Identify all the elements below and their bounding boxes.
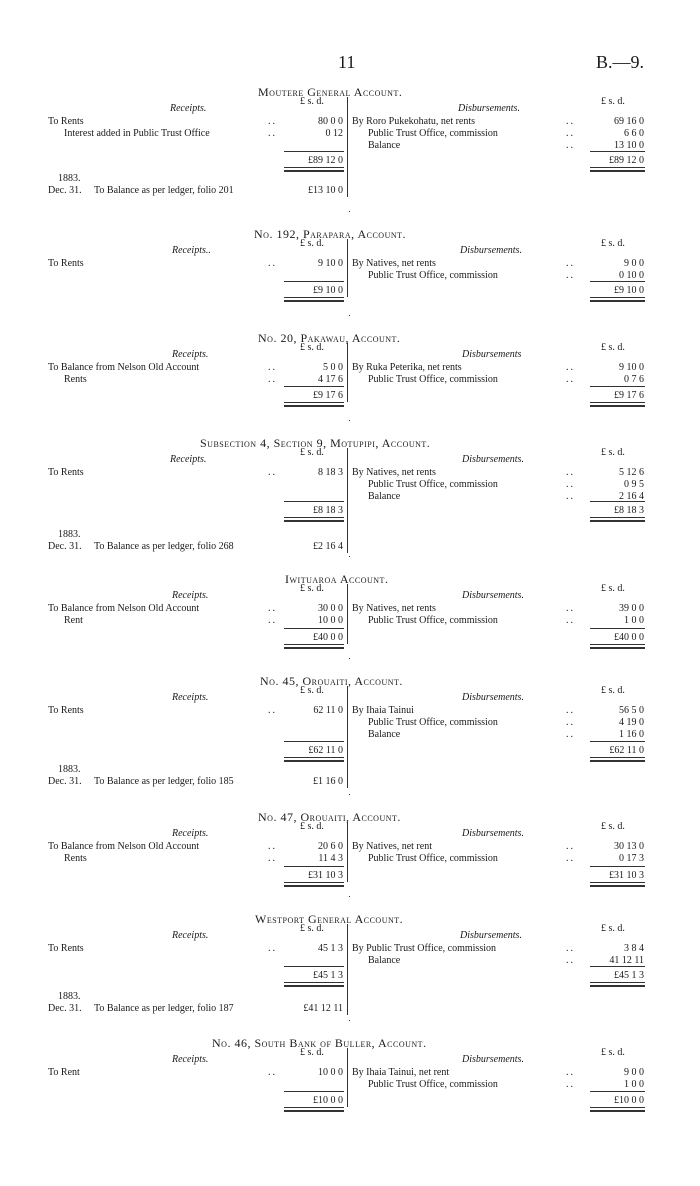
receipts-heading: Receipts. [172, 930, 209, 941]
receipt-row-leader: .. [268, 615, 277, 626]
total-double-rule-right [590, 297, 645, 302]
disbursement-row-amount: 1 0 0 [624, 1079, 644, 1090]
section-spacer [349, 211, 350, 212]
total-rule-left [284, 628, 344, 629]
disbursement-row-amount: 30 13 0 [614, 841, 644, 852]
disbursement-row-label: By Natives, net rents [352, 603, 436, 614]
receipt-row-leader: .. [268, 258, 277, 269]
disbursement-row-label: Balance [368, 729, 401, 740]
total-left: £62 11 0 [308, 745, 343, 756]
disbursement-row-label: Public Trust Office, commission [368, 128, 498, 139]
disbursement-row-label: Public Trust Office, commission [368, 853, 498, 864]
receipt-row-label: Rent [64, 615, 83, 626]
total-right: £62 11 0 [609, 745, 644, 756]
receipt-row-amount: 9 10 0 [318, 258, 343, 269]
total-left: £9 10 0 [313, 285, 343, 296]
total-double-rule-left [284, 882, 344, 887]
disbursements-lsd-header: £ s. d. [601, 342, 625, 353]
receipts-heading: Receipts. [172, 349, 209, 360]
disbursements-lsd-header: £ s. d. [601, 583, 625, 594]
total-rule-right [590, 966, 645, 967]
column-divider [347, 448, 348, 553]
receipts-lsd-header: £ s. d. [300, 583, 324, 594]
disbursements-heading: Disbursements. [462, 590, 524, 601]
receipt-row-amount: 30 0 0 [318, 603, 343, 614]
receipts-lsd-header: £ s. d. [300, 821, 324, 832]
balance-date: Dec. 31. [48, 541, 82, 552]
total-rule-right [590, 281, 645, 282]
receipt-row-amount: 4 17 6 [318, 374, 343, 385]
total-rule-left [284, 281, 344, 282]
section-spacer [349, 794, 350, 795]
total-left: £89 12 0 [308, 155, 343, 166]
total-rule-right [590, 151, 645, 152]
balance-date: Dec. 31. [48, 1003, 82, 1014]
total-left: £10 0 0 [313, 1095, 343, 1106]
disbursement-row-leader: .. [566, 270, 575, 281]
balance-note-amount: £2 16 4 [313, 541, 343, 552]
receipt-row-label: Interest added in Public Trust Office [64, 128, 210, 139]
receipt-row-leader: .. [268, 1067, 277, 1078]
account-title: No. 20, Pakawau, Account. [258, 331, 401, 345]
receipt-row-label: To Rents [48, 705, 84, 716]
total-rule-left [284, 866, 344, 867]
account-title: No. 45, Orouaiti, Account. [260, 674, 403, 688]
disbursement-row-amount: 39 0 0 [619, 603, 644, 614]
total-rule-right [590, 501, 645, 502]
total-double-rule-left [284, 1107, 344, 1112]
total-double-rule-left [284, 517, 344, 522]
receipt-row-leader: .. [268, 362, 277, 373]
disbursement-row-leader: .. [566, 603, 575, 614]
disbursements-heading: Disbursements. [462, 454, 524, 465]
receipt-row-amount: 0 12 [325, 128, 343, 139]
account-title: Westport General Account. [255, 912, 404, 926]
receipts-heading: Receipts. [170, 454, 207, 465]
receipts-heading: Receipts. [170, 103, 207, 114]
disbursement-row-amount: 9 0 0 [624, 1067, 644, 1078]
report-code: B.—9. [596, 52, 645, 72]
receipts-heading: Receipts. [172, 828, 209, 839]
balance-note-amount: £41 12 11 [303, 1003, 343, 1014]
total-double-rule-right [590, 402, 645, 407]
section-spacer [349, 658, 350, 659]
disbursement-row-leader: .. [566, 853, 575, 864]
total-double-rule-right [590, 517, 645, 522]
disbursement-row-leader: .. [566, 467, 575, 478]
disbursements-heading: Disbursements. [460, 930, 522, 941]
total-double-rule-right [590, 982, 645, 987]
total-double-rule-left [284, 982, 344, 987]
disbursements-heading: Disbursements. [462, 828, 524, 839]
disbursement-row-amount: 0 17 3 [619, 853, 644, 864]
disbursement-row-label: By Ihaia Tainui [352, 705, 414, 716]
balance-note-label: To Balance as per ledger, folio 201 [94, 185, 234, 196]
section-spacer [349, 420, 350, 421]
column-divider [347, 924, 348, 1015]
disbursements-lsd-header: £ s. d. [601, 238, 625, 249]
total-double-rule-left [284, 167, 344, 172]
receipts-lsd-header: £ s. d. [300, 447, 324, 458]
disbursements-lsd-header: £ s. d. [601, 1047, 625, 1058]
total-rule-right [590, 628, 645, 629]
account-title: No. 47, Orouaiti, Account. [258, 810, 401, 824]
disbursement-row-leader: .. [566, 729, 575, 740]
disbursement-row-leader: .. [566, 1067, 575, 1078]
total-right: £40 0 0 [614, 632, 644, 643]
receipts-lsd-header: £ s. d. [300, 96, 324, 107]
total-right: £8 18 3 [614, 505, 644, 516]
disbursement-row-leader: .. [566, 140, 575, 151]
disbursement-row-leader: .. [566, 128, 575, 139]
column-divider [347, 239, 348, 297]
disbursement-row-amount: 13 10 0 [614, 140, 644, 151]
total-right: £45 1 3 [614, 970, 644, 981]
disbursements-heading: Disbursements. [462, 1054, 524, 1065]
disbursement-row-amount: 0 10 0 [619, 270, 644, 281]
section-spacer [349, 556, 350, 557]
disbursements-lsd-header: £ s. d. [601, 96, 625, 107]
disbursement-row-amount: 56 5 0 [619, 705, 644, 716]
disbursements-lsd-header: £ s. d. [601, 821, 625, 832]
disbursement-row-label: Public Trust Office, commission [368, 1079, 498, 1090]
receipt-row-amount: 62 11 0 [313, 705, 343, 716]
disbursement-row-amount: 2 16 4 [619, 491, 644, 502]
disbursement-row-amount: 3 8 4 [624, 943, 644, 954]
receipt-row-amount: 10 0 0 [318, 1067, 343, 1078]
total-rule-right [590, 741, 645, 742]
balance-note-label: To Balance as per ledger, folio 185 [94, 776, 234, 787]
balance-year: 1883. [58, 991, 81, 1002]
balance-year: 1883. [58, 173, 81, 184]
disbursement-row-amount: 1 0 0 [624, 615, 644, 626]
total-rule-left [284, 966, 344, 967]
disbursements-heading: Disbursements. [462, 692, 524, 703]
total-double-rule-left [284, 297, 344, 302]
disbursement-row-leader: .. [566, 116, 575, 127]
total-double-rule-left [284, 402, 344, 407]
receipts-heading: Receipts. [172, 590, 209, 601]
column-divider [347, 584, 348, 644]
receipt-row-leader: .. [268, 841, 277, 852]
disbursement-row-leader: .. [566, 258, 575, 269]
receipt-row-label: Rents [64, 374, 87, 385]
disbursement-row-label: Public Trust Office, commission [368, 374, 498, 385]
disbursement-row-label: By Roro Pukekohatu, net rents [352, 116, 476, 127]
total-double-rule-right [590, 167, 645, 172]
account-title: Iwituaroa Account. [285, 572, 389, 586]
receipt-row-amount: 10 0 0 [318, 615, 343, 626]
disbursements-lsd-header: £ s. d. [601, 923, 625, 934]
balance-year: 1883. [58, 529, 81, 540]
balance-note-label: To Balance as per ledger, folio 268 [94, 541, 234, 552]
disbursement-row-label: Balance [368, 491, 401, 502]
account-title: Moutere General Account. [258, 85, 403, 99]
receipt-row-label: To Rents [48, 116, 84, 127]
total-left: £45 1 3 [313, 970, 343, 981]
receipt-row-leader: .. [268, 128, 277, 139]
disbursement-row-label: Public Trust Office, commission [368, 479, 498, 490]
column-divider [347, 1048, 348, 1107]
disbursement-row-amount: 9 0 0 [624, 258, 644, 269]
receipts-heading: Receipts. [172, 692, 209, 703]
receipt-row-label: To Balance from Nelson Old Account [48, 603, 200, 614]
balance-year: 1883. [58, 764, 81, 775]
receipt-row-amount: 5 0 0 [323, 362, 343, 373]
receipt-row-label: To Rent [48, 1067, 80, 1078]
receipts-heading: Receipts. [172, 1054, 209, 1065]
receipt-row-leader: .. [268, 116, 277, 127]
disbursement-row-leader: .. [566, 955, 575, 966]
page-number: 11 [338, 52, 356, 72]
total-double-rule-right [590, 757, 645, 762]
disbursement-row-amount: 1 16 0 [619, 729, 644, 740]
receipt-row-amount: 20 6 0 [318, 841, 343, 852]
disbursement-row-label: By Ruka Peterika, net rents [352, 362, 462, 373]
account-title: Subsection 4, Section 9, Motupipi, Account. [200, 436, 431, 450]
total-left: £40 0 0 [313, 632, 343, 643]
receipt-row-amount: 11 4 3 [318, 853, 343, 864]
disbursement-row-label: By Public Trust Office, commission [352, 943, 496, 954]
total-rule-right [590, 866, 645, 867]
total-double-rule-right [590, 882, 645, 887]
total-right: £9 17 6 [614, 390, 644, 401]
receipts-lsd-header: £ s. d. [300, 238, 324, 249]
balance-date: Dec. 31. [48, 185, 82, 196]
disbursement-row-leader: .. [566, 615, 575, 626]
receipt-row-label: To Rents [48, 943, 84, 954]
receipt-row-label: To Rents [48, 258, 84, 269]
account-title: No. 46, South Bank of Buller, Account. [212, 1036, 427, 1050]
disbursement-row-label: Balance [368, 140, 401, 151]
receipt-row-leader: .. [268, 603, 277, 614]
section-spacer [349, 1020, 350, 1021]
total-rule-right [590, 1091, 645, 1092]
total-double-rule-right [590, 1107, 645, 1112]
disbursements-heading: Disbursements. [458, 103, 520, 114]
disbursement-row-amount: 5 12 6 [619, 467, 644, 478]
column-divider [347, 343, 348, 402]
column-divider [347, 822, 348, 882]
total-rule-right [590, 386, 645, 387]
disbursement-row-label: By Natives, net rents [352, 467, 436, 478]
receipt-row-amount: 45 1 3 [318, 943, 343, 954]
total-right: £89 12 0 [609, 155, 644, 166]
balance-date: Dec. 31. [48, 776, 82, 787]
receipt-row-leader: .. [268, 943, 277, 954]
total-left: £31 10 3 [308, 870, 343, 881]
account-title: No. 192, Parapara, Account. [254, 227, 407, 241]
total-right: £9 10 0 [614, 285, 644, 296]
total-rule-left [284, 501, 344, 502]
total-double-rule-left [284, 757, 344, 762]
disbursement-row-label: By Natives, net rent [352, 841, 432, 852]
receipt-row-amount: 8 18 3 [318, 467, 343, 478]
receipts-lsd-header: £ s. d. [300, 1047, 324, 1058]
balance-note-label: To Balance as per ledger, folio 187 [94, 1003, 234, 1014]
disbursement-row-label: Balance [368, 955, 401, 966]
disbursement-row-amount: 0 9 5 [624, 479, 644, 490]
total-right: £10 0 0 [614, 1095, 644, 1106]
disbursement-row-label: Public Trust Office, commission [368, 717, 498, 728]
disbursements-lsd-header: £ s. d. [601, 447, 625, 458]
disbursement-row-leader: .. [566, 491, 575, 502]
disbursement-row-label: Public Trust Office, commission [368, 615, 498, 626]
column-divider [347, 686, 348, 788]
receipt-row-label: To Rents [48, 467, 84, 478]
disbursement-row-leader: .. [566, 1079, 575, 1090]
total-double-rule-right [590, 644, 645, 649]
total-rule-left [284, 1091, 344, 1092]
disbursement-row-label: By Natives, net rents [352, 258, 436, 269]
disbursement-row-leader: .. [566, 705, 575, 716]
receipts-lsd-header: £ s. d. [300, 923, 324, 934]
disbursement-row-amount: 9 10 0 [619, 362, 644, 373]
disbursement-row-leader: .. [566, 841, 575, 852]
total-left: £9 17 6 [313, 390, 343, 401]
disbursement-row-leader: .. [566, 374, 575, 385]
receipts-lsd-header: £ s. d. [300, 342, 324, 353]
receipt-row-leader: .. [268, 374, 277, 385]
receipt-row-label: To Balance from Nelson Old Account [48, 362, 200, 373]
disbursement-row-leader: .. [566, 479, 575, 490]
balance-note-amount: £13 10 0 [308, 185, 343, 196]
total-left: £8 18 3 [313, 505, 343, 516]
disbursements-lsd-header: £ s. d. [601, 685, 625, 696]
receipts-heading: Receipts.. [172, 245, 211, 256]
receipt-row-leader: .. [268, 853, 277, 864]
disbursement-row-amount: 69 16 0 [614, 116, 644, 127]
disbursement-row-amount: 6 6 0 [624, 128, 644, 139]
balance-note-amount: £1 16 0 [313, 776, 343, 787]
column-divider [347, 97, 348, 197]
disbursement-row-leader: .. [566, 943, 575, 954]
section-spacer [349, 896, 350, 897]
total-rule-left [284, 151, 344, 152]
disbursements-heading: Disbursements [462, 349, 522, 360]
section-spacer [349, 315, 350, 316]
disbursement-row-amount: 0 7 6 [624, 374, 644, 385]
disbursement-row-leader: .. [566, 717, 575, 728]
receipt-row-leader: .. [268, 705, 277, 716]
disbursement-row-amount: 41 12 11 [609, 955, 644, 966]
disbursement-row-label: By Ihaia Tainui, net rent [352, 1067, 450, 1078]
disbursement-row-leader: .. [566, 362, 575, 373]
total-right: £31 10 3 [609, 870, 644, 881]
receipt-row-label: Rents [64, 853, 87, 864]
total-double-rule-left [284, 644, 344, 649]
total-rule-left [284, 386, 344, 387]
receipt-row-leader: .. [268, 467, 277, 478]
disbursement-row-amount: 4 19 0 [619, 717, 644, 728]
receipt-row-amount: 80 0 0 [318, 116, 343, 127]
disbursement-row-label: Public Trust Office, commission [368, 270, 498, 281]
receipts-lsd-header: £ s. d. [300, 685, 324, 696]
receipt-row-label: To Balance from Nelson Old Account [48, 841, 200, 852]
total-rule-left [284, 741, 344, 742]
disbursements-heading: Disbursements. [460, 245, 522, 256]
